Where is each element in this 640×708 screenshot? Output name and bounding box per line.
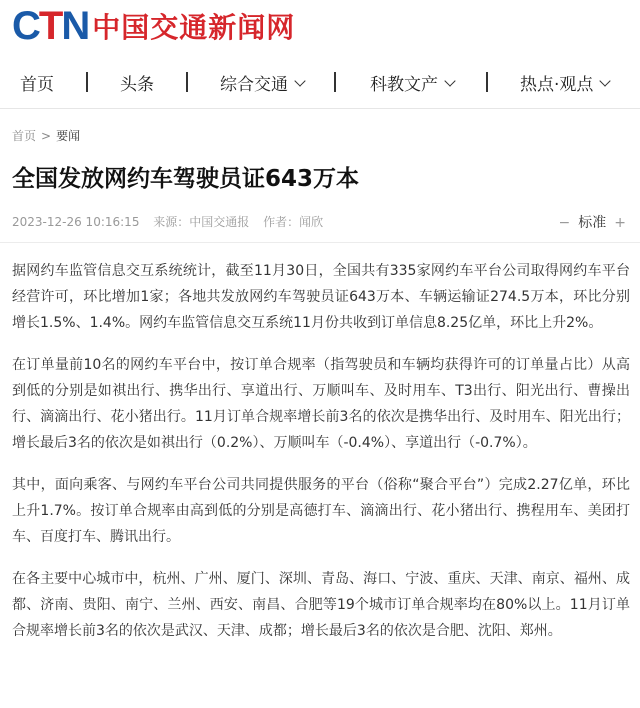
- chevron-down-icon: [444, 75, 455, 86]
- font-size-label: 标准: [578, 215, 607, 231]
- breadcrumb-current[interactable]: 要闻: [56, 129, 81, 143]
- nav-separator: [86, 72, 88, 92]
- article-paragraph: 在订单量前10名的网约车平台中，按订单合规率（指驾驶员和车辆均获得许可的订单量占比）从高到低的分别是如祺出行、携华出行、享道出行、万顺叫车、及时用车、T3出行、阳光出行、曹操出行、滴滴出行、花小猪出行。11月订单合规率增长前3名的依次是携华出行、及时用车、阳光出行；增长最后3名的依次是如祺出行（0.2%）、万顺叫车（-0.4%）、享道出行（-0.7%）。: [12, 357, 630, 451]
- article-paragraph: 其中，面向乘客、与网约车平台公司共同提供服务的平台（俗称“聚合平台”）完成2.27亿单，环比上升1.7%。按订单合规率由高到低的分别是高德打车、滴滴出行、花小猪出行、携程用车、美团打车、百度打车、腾讯出行。: [12, 477, 630, 545]
- nav-separator: [186, 72, 188, 92]
- breadcrumb: [12, 127, 80, 144]
- article-body: [12, 258, 630, 660]
- divider: [0, 242, 640, 243]
- article-author: 作者：闻欣: [263, 215, 324, 229]
- logo-ctn: CTN: [12, 4, 89, 48]
- main-nav: [0, 60, 640, 109]
- chevron-down-icon: [294, 75, 305, 86]
- nav-separator: [334, 72, 336, 92]
- site-logo[interactable]: [12, 6, 295, 46]
- article-meta: [12, 213, 333, 230]
- article-title: 全国发放网约车驾驶员证643万本: [12, 166, 360, 192]
- chevron-down-icon: [600, 75, 611, 86]
- breadcrumb-home[interactable]: 首页: [12, 129, 37, 143]
- article-datetime: 2023-12-26 10:16:15: [12, 215, 140, 229]
- nav-headlines[interactable]: 头条: [120, 75, 154, 95]
- breadcrumb-separator: >: [41, 129, 52, 143]
- nav-separator: [486, 72, 488, 92]
- logo-site-name: 中国交通新闻网: [92, 11, 296, 44]
- article-source: 来源：中国交通报: [153, 215, 250, 229]
- font-increase-button[interactable]: +: [614, 215, 626, 231]
- article-paragraph: 在各主要中心城市中，杭州、广州、厦门、深圳、青岛、海口、宁波、重庆、天津、南京、福州、成都、济南、贵阳、南宁、兰州、西安、南昌、合肥等19个城市订单合规率均在80%以上。11月订单合规率增长前3名的依次是武汉、天津、成都；增长最后3名的依次是合肥、沈阳、郑州。: [12, 571, 630, 639]
- header: [0, 0, 640, 56]
- article-paragraph: 据网约车监管信息交互系统统计，截至11月30日，全国共有335家网约车平台公司取得网约车平台经营许可，环比增加1家；各地共发放网约车驾驶员证643万本、车辆运输证274.5万本，环比分别增长1.5%、1.4%。网约车监管信息交互系统11月份共收到订单信息8.25亿单，环比上升2%。: [12, 263, 630, 331]
- nav-home[interactable]: 首页: [20, 75, 54, 95]
- nav-hot-opinions[interactable]: 热点·观点: [520, 70, 609, 95]
- font-decrease-button[interactable]: −: [558, 215, 571, 231]
- nav-transport[interactable]: 综合交通: [220, 70, 304, 95]
- font-size-control: [559, 212, 626, 232]
- nav-science-culture[interactable]: 科教文产: [370, 70, 454, 95]
